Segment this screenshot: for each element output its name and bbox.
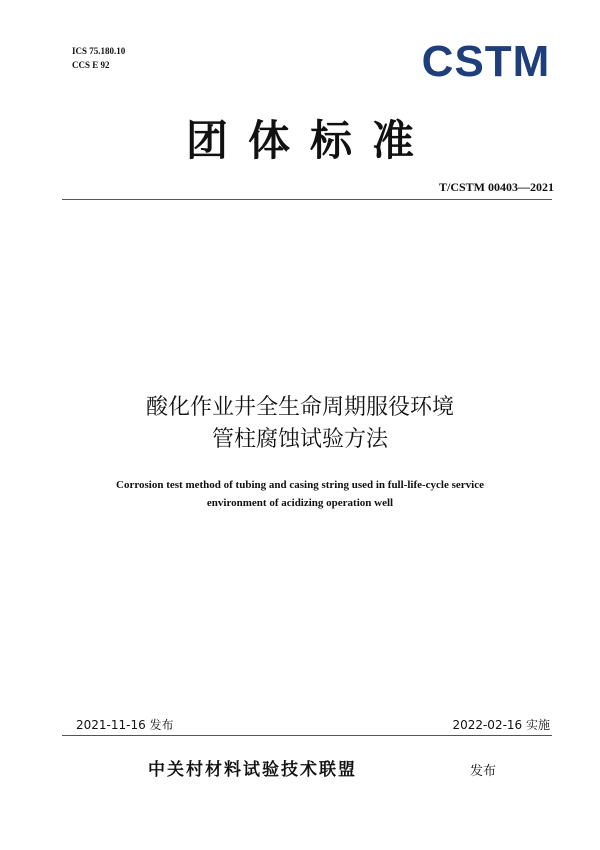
implementation-date: 2022-02-16 实施 bbox=[452, 718, 550, 732]
bottom-divider bbox=[62, 735, 552, 736]
standard-number: T/CSTM 00403—2021 bbox=[438, 180, 554, 194]
issue-date: 2021-11-16 发布 bbox=[76, 718, 174, 732]
ccs-code: CCS E 92 bbox=[72, 60, 110, 70]
cstm-logo-text: CSTM bbox=[421, 38, 551, 82]
cstm-logo bbox=[416, 38, 556, 82]
page-title: 团体标准 bbox=[185, 116, 434, 165]
english-title-line-2: environment of acidizing operation well bbox=[206, 497, 394, 509]
chinese-title bbox=[0, 392, 600, 456]
classification-codes bbox=[72, 44, 125, 72]
chinese-title-line-2: 管柱腐蚀试验方法 bbox=[211, 427, 388, 452]
english-title-line-1: Corrosion test method of tubing and casing string used in full-life-cycle service bbox=[116, 479, 484, 491]
english-title bbox=[0, 476, 600, 512]
ics-code: ICS 75.180.10 bbox=[72, 46, 126, 56]
top-divider bbox=[62, 199, 552, 200]
publish-label: 发布 bbox=[470, 764, 497, 779]
chinese-title-line-1: 酸化作业井全生命周期服役环境 bbox=[145, 395, 454, 420]
publishing-organization: 中关村材料试验技术联盟 bbox=[148, 760, 357, 780]
